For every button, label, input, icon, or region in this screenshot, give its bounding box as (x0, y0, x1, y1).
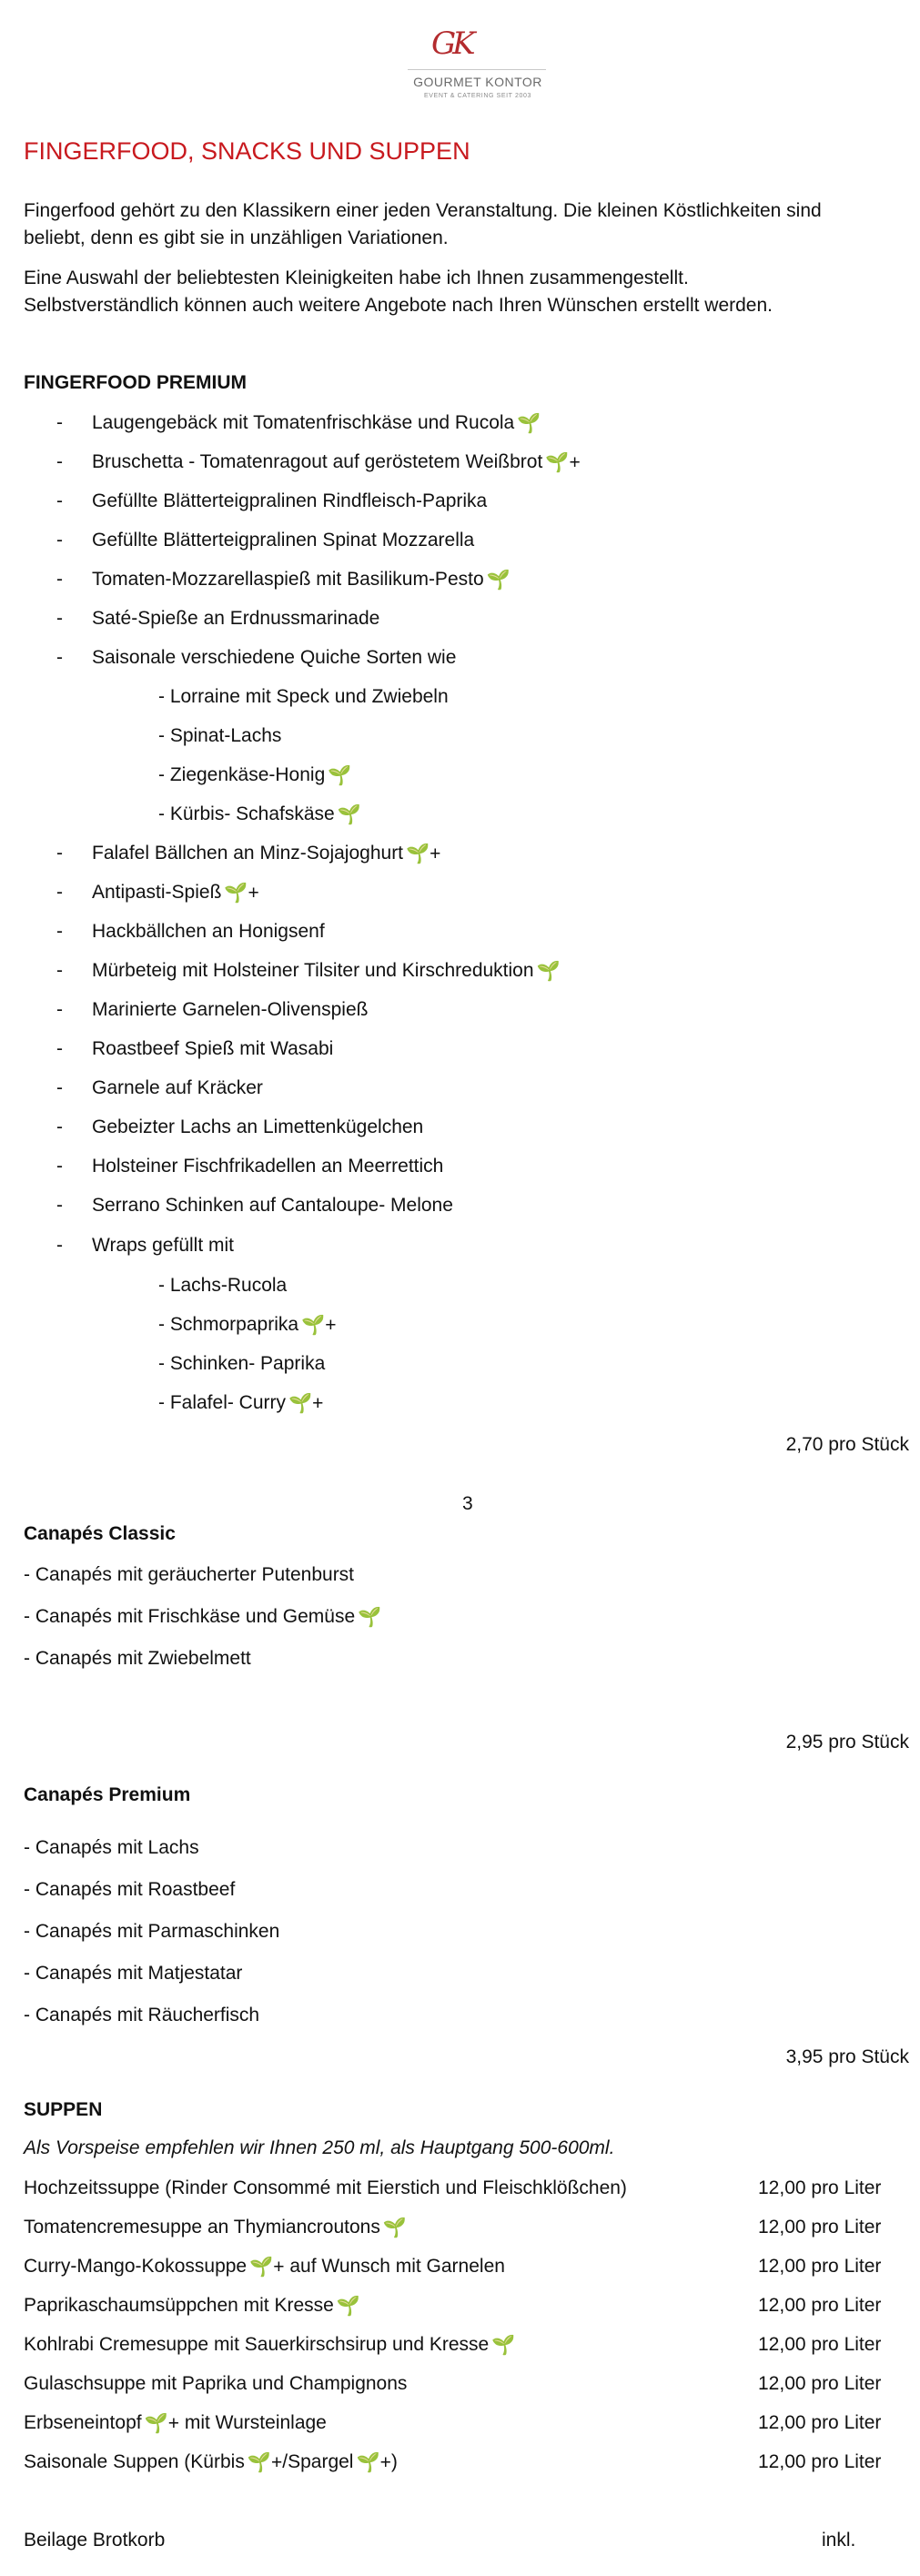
list-item: Saté-Spieße an Erdnussmarinade (92, 608, 380, 629)
vegetarian-icon: 🌱 (337, 804, 361, 825)
list-dash: - (56, 960, 63, 981)
list-dash: - (56, 1235, 63, 1256)
vegan-icon: 🌱+ (406, 844, 441, 864)
list-subitem: - Spinat-Lachs (158, 725, 282, 746)
list-item: Gefüllte Blätterteigpralinen Spinat Mozzarella (92, 530, 475, 551)
section-heading-soups: SUPPEN (24, 2099, 103, 2120)
intro-line-1: Fingerfood gehört zu den Klassikern einer jeden Veranstaltung. Die kleinen Köstlichkeiten sind (24, 200, 822, 221)
list-item: - Canapés mit Zwiebelmett (24, 1648, 251, 1669)
soup-price: 12,00 pro Liter (758, 2217, 882, 2238)
price-canapes-premium: 3,95 pro Stück (785, 2046, 909, 2067)
soup-price: 12,00 pro Liter (758, 2373, 882, 2394)
list-dash: - (56, 647, 63, 668)
list-dash: - (56, 1156, 63, 1177)
vegetarian-icon: 🌱 (491, 2335, 516, 2356)
vegetarian-icon: 🌱 (358, 1607, 382, 1628)
vegan-icon: 🌱+ (301, 1315, 337, 1336)
vegetarian-icon: 🌱 (486, 570, 511, 591)
vegan-icon: 🌱+ (356, 2452, 391, 2473)
list-subitem: - Ziegenkäse-Honig 🌱 (158, 764, 352, 786)
list-item: Marinierte Garnelen-Olivenspieß (92, 999, 369, 1020)
vegan-icon: 🌱+ (247, 2452, 283, 2473)
list-item: Tomaten-Mozzarellaspieß mit Basilikum-Pesto 🌱 (92, 569, 511, 591)
price-canapes-classic: 2,95 pro Stück (785, 1732, 909, 1753)
list-item: Mürbeteig mit Holsteiner Tilsiter und Kirschreduktion 🌱 (92, 960, 561, 982)
vegan-icon: 🌱+ (224, 883, 259, 904)
logo-mark: GK (431, 25, 472, 62)
list-item: Falafel Bällchen an Minz-Sojajoghurt 🌱+ (92, 843, 441, 864)
list-item: - Canapés mit Matjestatar (24, 1963, 243, 1984)
list-subitem: - Falafel- Curry 🌱+ (158, 1392, 324, 1414)
soup-price: 12,00 pro Liter (758, 2256, 882, 2277)
list-item: - Canapés mit geräucherter Putenburst (24, 1564, 355, 1585)
list-item: Hackbällchen an Honigsenf (92, 921, 325, 942)
soup-name: Tomatencremesuppe an Thymiancroutons 🌱 (24, 2217, 407, 2238)
list-item: Roastbeef Spieß mit Wasabi (92, 1038, 334, 1059)
list-subitem: - Lachs-Rucola (158, 1275, 288, 1296)
vegetarian-icon: 🌱 (517, 413, 541, 434)
logo-tagline: EVENT & CATERING SEIT 2003 (424, 93, 531, 99)
vegan-icon: 🌱+ (144, 2413, 180, 2434)
list-item: Wraps gefüllt mit (92, 1235, 234, 1256)
section-heading-canapes-classic: Canapés Classic (24, 1523, 176, 1544)
list-subitem: - Kürbis- Schafskäse 🌱 (158, 803, 361, 825)
soup-price: 12,00 pro Liter (758, 2177, 882, 2198)
list-dash: - (56, 999, 63, 1020)
intro-line-3: Eine Auswahl der beliebtesten Kleinigkeiten habe ich Ihnen zusammengestellt. (24, 268, 689, 288)
page-title: FINGERFOOD, SNACKS UND SUPPEN (24, 137, 470, 165)
soup-price: 12,00 pro Liter (758, 2334, 882, 2355)
list-item: - Canapés mit Lachs (24, 1837, 199, 1858)
footer-value: inkl. (822, 2530, 856, 2551)
list-item: Gebeizter Lachs an Limettenkügelchen (92, 1116, 424, 1137)
vegetarian-icon: 🌱 (336, 2296, 360, 2317)
list-item: - Canapés mit Roastbeef (24, 1879, 236, 1900)
soups-note: Als Vorspeise empfehlen wir Ihnen 250 ml, als Hauptgang 500-600ml. (24, 2137, 615, 2158)
soup-name: Kohlrabi Cremesuppe mit Sauerkirschsirup und Kresse 🌱 (24, 2334, 516, 2356)
list-subitem: - Lorraine mit Speck und Zwiebeln (158, 686, 449, 707)
page-number: 3 (462, 1493, 473, 1514)
soup-name: Paprikaschaumsüppchen mit Kresse 🌱 (24, 2295, 360, 2317)
list-dash: - (56, 1038, 63, 1059)
soup-price: 12,00 pro Liter (758, 2295, 882, 2316)
intro-line-4: Selbstverständlich können auch weitere Angebote nach Ihren Wünschen erstellt werden. (24, 295, 773, 316)
list-dash: - (56, 843, 63, 864)
list-subitem: - Schinken- Paprika (158, 1353, 326, 1374)
section-heading-canapes-premium: Canapés Premium (24, 1784, 191, 1805)
list-item: Bruschetta - Tomatenragout auf geröstetem Weißbrot 🌱+ (92, 451, 581, 473)
vegan-icon: 🌱+ (288, 1393, 324, 1414)
soup-name: Hochzeitssuppe (Rinder Consommé mit Eierstich und Fleischklößchen) (24, 2177, 627, 2198)
intro-line-2: beliebt, denn es gibt sie in unzähligen Variationen. (24, 227, 449, 248)
list-dash: - (56, 1195, 63, 1216)
list-subitem: - Schmorpaprika 🌱+ (158, 1314, 337, 1336)
list-item: - Canapés mit Frischkäse und Gemüse 🌱 (24, 1606, 382, 1628)
list-dash: - (56, 608, 63, 629)
logo-divider (408, 69, 546, 70)
soup-name: Gulaschsuppe mit Paprika und Champignons (24, 2373, 408, 2394)
vegan-icon: 🌱+ (545, 452, 581, 473)
list-item: Antipasti-Spieß 🌱+ (92, 882, 259, 904)
soup-price: 12,00 pro Liter (758, 2451, 882, 2472)
list-item: Serrano Schinken auf Cantaloupe- Melone (92, 1195, 453, 1216)
list-dash: - (56, 530, 63, 551)
list-dash: - (56, 882, 63, 903)
list-item: - Canapés mit Räucherfisch (24, 2005, 260, 2025)
logo-name: GOURMET KONTOR (413, 75, 542, 89)
list-dash: - (56, 1116, 63, 1137)
list-dash: - (56, 921, 63, 942)
list-item: - Canapés mit Parmaschinken (24, 1921, 280, 1942)
list-item: Garnele auf Kräcker (92, 1077, 263, 1098)
soup-name: Saisonale Suppen (Kürbis 🌱+/Spargel 🌱+) (24, 2451, 398, 2473)
vegetarian-icon: 🌱 (382, 2217, 407, 2238)
list-item: Saisonale verschiedene Quiche Sorten wie (92, 647, 457, 668)
list-item: Holsteiner Fischfrikadellen an Meerrettich (92, 1156, 444, 1177)
price-fingerfood: 2,70 pro Stück (785, 1434, 909, 1455)
list-dash: - (56, 451, 63, 472)
list-dash: - (56, 569, 63, 590)
list-item: Gefüllte Blätterteigpralinen Rindfleisch-Paprika (92, 490, 488, 511)
soup-name: Curry-Mango-Kokossuppe 🌱+ auf Wunsch mit Garnelen (24, 2256, 505, 2278)
vegetarian-icon: 🌱 (536, 961, 561, 982)
soup-name: Erbseneintopf 🌱+ mit Wursteinlage (24, 2412, 327, 2434)
list-dash: - (56, 1077, 63, 1098)
list-dash: - (56, 490, 63, 511)
footer-label: Beilage Brotkorb (24, 2530, 166, 2551)
list-dash: - (56, 412, 63, 433)
section-heading-fingerfood: FINGERFOOD PREMIUM (24, 372, 247, 393)
vegan-icon: 🌱+ (249, 2257, 285, 2278)
list-item: Laugengebäck mit Tomatenfrischkäse und Rucola 🌱 (92, 412, 541, 434)
soup-price: 12,00 pro Liter (758, 2412, 882, 2433)
vegetarian-icon: 🌱 (328, 765, 352, 786)
